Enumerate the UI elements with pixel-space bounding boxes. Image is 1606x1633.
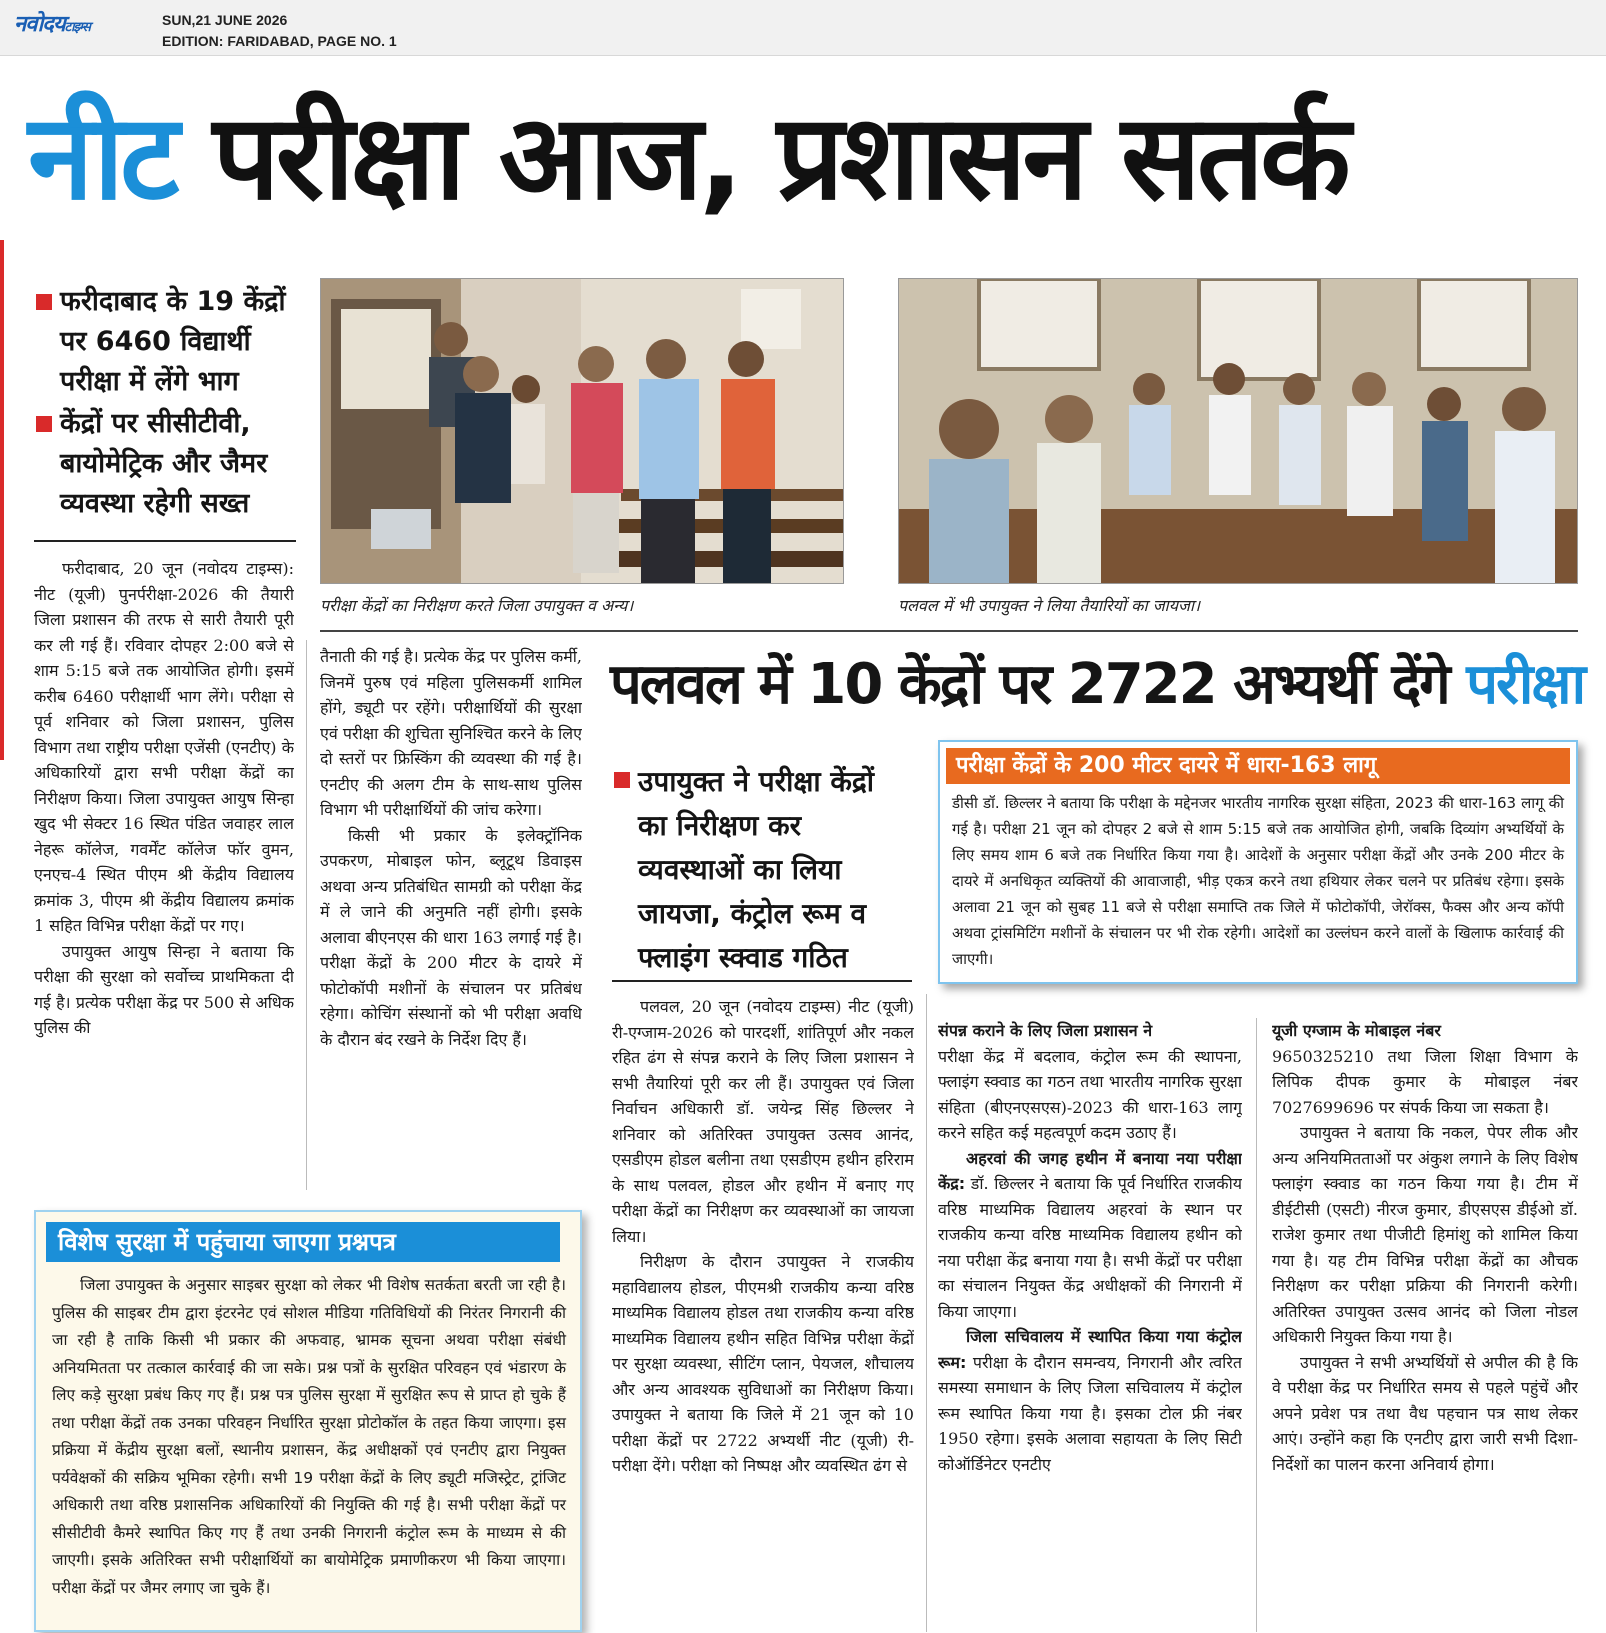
story2-headline-blue: परीक्षा [1466,652,1585,717]
section163-box-title: परीक्षा केंद्रों के 200 मीटर दायरे में धारा-163 लागू [946,748,1570,784]
subhead-body: डॉ. छिल्लर ने बताया कि पूर्व निर्धारित राजकीय वरिष्ठ माध्यमिक विद्यालय अहरवां के स्थान पर राजकीय कन्या वरिष्ठ माध्यमिक विद्यालय हथीन को नया परीक्षा केंद्र बनाया गया है। सभी केंद्रों पर परीक्षा का संचालन नियुक्त केंद्र अधीक्षकों की निगरानी में किया जाएगा। [938,1174,1242,1321]
security-box-title: विशेष सुरक्षा में पहुंचाया जाएगा प्रश्नपत्र [46,1222,560,1262]
bullet-text: उपायुक्त ने परीक्षा केंद्रों का निरीक्षण कर व्यवस्थाओं का लिया जायजा, कंट्रोल रूम व फ्लाइंग स्क्वाड गठित [638,765,875,974]
red-square-icon [36,294,52,310]
subhead-title: अहरवां की जगह हथीन में बनाया नया परीक्षा केंद्र: [938,1148,1242,1193]
edition-info: EDITION: FARIDABAD, PAGE NO. 1 [162,33,397,49]
section163-box [938,740,1578,984]
column-divider [1256,1018,1257,1632]
paragraph: 9650325210 तथा जिला शिक्षा विभाग के लिपिक दीपक कुमार के मोबाइल नंबर 7027699696 पर संपर्क किया जा सकता है। [1272,1046,1578,1117]
story2-column-3 [1272,1018,1578,1632]
lead-text: यूजी एग्जाम के मोबाइल नंबर [1272,1021,1441,1040]
paragraph: फरीदाबाद, 20 जून (नवोदय टाइम्स): नीट (यूजी) पुनर्परीक्षा-2026 की तैयारी जिला प्रशासन की तरफ से सारी तैयारी पूरी कर ली गई हैं। रविवार दोपहर 2:00 बजे से शाम 5:15 बजे तक आयोजित होगी। इसमें करीब 6460 परीक्षार्थी भाग लेंगे। परीक्षा से पूर्व शनिवार को जिला प्रशासन, पुलिस विभाग तथा राष्ट्रीय परीक्षा एजेंसी (एनटीए) के अधिकारियों द्वारा सभी परीक्षा केंद्रों का निरीक्षण किया। जिला उपायुक्त आयुष सिन्हा खुद भी सेक्टर 16 स्थित पंडित जवाहर लाल नेहरू कॉलेज, गवर्मेंट कॉलेज फॉर वुमन, एनएच-4 स्थित पीएम श्री केंद्रीय विद्यालय क्रमांक 3, पीएम श्री केंद्रीय विद्यालय क्रमांक 1 सहित विभिन्न परीक्षा केंद्रों पर गए। [34,559,294,935]
red-square-icon [614,772,630,788]
subhead-paragraph [938,1324,1242,1477]
paragraph: उपायुक्त ने बताया कि नकल, पेपर लीक और अन्य अनियमितताओं पर अंकुश लगाने के लिए विशेष फ्लाइंग स्क्वाड का गठन किया गया है। टीम में डीईटीसी (एसटी) नीरज कुमार, डीएसएस डीईओ डॉ. राजेश कुमार तथा पीजीटी हिमांशु को शामिल किया गया है। यह टीम विभिन्न परीक्षा केंद्रों का औचक निरीक्षण कर परीक्षा प्रक्रिया की निगरानी करेगी। अतिरिक्त उपायुक्त उत्सव आनंद को जिला नोडल अधिकारी नियुक्त किया गया है। [1272,1123,1578,1346]
newspaper-logo[interactable] [14,8,90,38]
bullet-text: फरीदाबाद के 19 केंद्रों पर 6460 विद्यार्थी परीक्षा में लेंगे भाग [60,286,286,397]
dateline [162,10,397,52]
logo-sub: टाइम्स [64,20,90,35]
lead-text: संपन्न कराने के लिए जिला प्रशासन ने [938,1021,1153,1040]
logo-main: नवोदय [14,12,65,37]
column-divider [306,640,307,1190]
story2-column-1 [612,994,914,1632]
main-headline [28,82,1578,232]
bullet-item [34,404,296,524]
paragraph: परीक्षा केंद्र में बदलाव, कंट्रोल रूम की स्थापना, फ्लाइंग स्क्वाड का गठन तथा भारतीय नागरिक सुरक्षा संहिता (बीएनएसएस)-2023 की धारा-163 लागू करने सहित कई महत्वपूर्ण कदम उठाए हैं। [938,1046,1242,1142]
story2-headline [610,650,1585,720]
headline-rest: परीक्षा आज, प्रशासन सतर्क [175,88,1347,226]
red-square-icon [36,416,52,432]
security-box [34,1210,582,1632]
paragraph: उपायुक्त आयुष सिन्हा ने बताया कि परीक्षा की सुरक्षा को सर्वोच्च प्राथमिकता दी गई है। प्रत्येक परीक्षा केंद्र पर 500 से अधिक पुलिस की [34,941,294,1037]
paragraph: उपायुक्त ने सभी अभ्यर्थियों से अपील की है कि वे परीक्षा केंद्र पर निर्धारित समय से पहले पहुंचें और अपने प्रवेश पत्र तथा वैध पहचान पत्र साथ लेकर आएं। उन्होंने कहा कि एनटीए द्वारा जारी सभी दिशा-निर्देशों का पालन करना अनिवार्य होगा। [1272,1352,1578,1474]
paragraph: किसी भी प्रकार के इलेक्ट्रॉनिक उपकरण, मोबाइल फोन, ब्लूटूथ डिवाइस अथवा अन्य प्रतिबंधित सामग्री को परीक्षा केंद्र में ले जाने की अनुमति नहीं होगी। इसके अलावा बीएनएस की धारा 163 लगाई गई है। परीक्षा केंद्रों के 200 मीटर के दायरे में फोटोकॉपी मशीनों के संचालन पर प्रतिबंध रहेगा। कोचिंग संस्थानों को भी परीक्षा अवधि के दौरान बंद रखने के निर्देश दिए हैं। [320,825,582,1049]
headline-blue-part: नीट [28,88,176,226]
story1-column-2 [320,644,582,1190]
subhead-title: जिला सचिवालय में स्थापित किया गया कंट्रोल रूम: [938,1327,1242,1372]
bullet-item [612,760,912,980]
security-box-body [52,1272,566,1602]
story2-column-2 [938,1018,1242,1632]
subhead-body: परीक्षा के दौरान समन्वय, निगरानी और त्वरित समस्या समाधान के लिए जिला सचिवालय में कंट्रोल रूम स्थापित किया गया है। इसका टोल फ्री नंबर 1950 रहेगा। इसके अलावा सहायता के लिए सिटी कोऑर्डिनेटर एनटीए [938,1352,1242,1474]
paragraph: जिला उपायुक्त के अनुसार साइबर सुरक्षा को लेकर भी विशेष सतर्कता बरती जा रही है। पुलिस की साइबर टीम द्वारा इंटरनेट एवं सोशल मीडिया गतिविधियों की निरंतर निगरानी की जा रही है ताकि किसी भी प्रकार की अफवाह, भ्रामक सूचना अथवा परीक्षा संबंधी अनियमितता पर तत्काल कार्रवाई की जा सके। प्रश्न पत्रों के सुरक्षित परिवहन एवं भंडारण के लिए कड़े सुरक्षा प्रबंध किए गए हैं। प्रश्न पत्र पुलिस सुरक्षा में सुरक्षित रूप से प्राप्त हो चुके हैं तथा परीक्षा केंद्रों तक उनका परिवहन निर्धारित सुरक्षा प्रोटोकॉल के तहत किया जाएगा। इस प्रक्रिया में केंद्रीय सुरक्षा बलों, स्थानीय प्रशासन, केंद्र अधीक्षकों एवं एनटीए द्वारा नियुक्त पर्यवेक्षकों की सक्रिय भूमिका रहेगी। सभी 19 परीक्षा केंद्रों के लिए ड्यूटी मजिस्ट्रेट, ट्रांजिट अधिकारी तथा वरिष्ठ प्रशासनिक अधिकारियों की नियुक्ति की गई है। सभी परीक्षा केंद्रों पर सीसीटीवी कैमरे स्थापित किए गए हैं तथा उनकी निगरानी कंट्रोल रूम के माध्यम से की जाएगी। इसके अतिरिक्त सभी परीक्षार्थियों का बायोमेट्रिक प्रमाणीकरण भी किया जाएगा। परीक्षा केंद्रों पर जैमर लगाए जा चुके हैं। [52,1276,566,1597]
bullet-divider [34,540,296,542]
story2-bullets [612,760,912,982]
paragraph-lead [938,1018,1242,1044]
paragraph: पलवल, 20 जून (नवोदय टाइम्स) नीट (यूजी) री-एग्जाम-2026 को पारदर्शी, शांतिपूर्ण और नकल रहित ढंग से संपन्न कराने के लिए जिला प्रशासन ने सभी तैयारियां पूरी कर ली हैं। उपायुक्त एवं जिला निर्वाचन अधिकारी डॉ. जयेन्द्र सिंह छिल्लर ने शनिवार को अतिरिक्त उपायुक्त उत्सव आनंद, एसडीएम होडल बलीना तथा एसडीएम हथीन हरिराम के साथ पलवल, होडल और हथीन में बनाए गए परीक्षा केंद्रों का निरीक्षण कर व्यवस्थाओं का जायजा लिया। [612,997,914,1246]
photo-caption: पलवल में भी उपायुक्त ने लिया तैयारियों का जायजा। [898,596,1201,615]
paragraph: निरीक्षण के दौरान उपायुक्त ने राजकीय महाविद्यालय होडल, पीएमश्री राजकीय कन्या वरिष्ठ माध्यमिक विद्यालय होडल तथा राजकीय कन्या वरिष्ठ माध्यमिक विद्यालय हथीन सहित विभिन्न परीक्षा केंद्रों पर सुरक्षा व्यवस्था, सीटिंग प्लान, पेयजल, शौचालय और अन्य आवश्यक सुविधाओं का निरीक्षण किया। उपायुक्त ने बताया कि जिले में 21 जून को 10 परीक्षा केंद्रों पर 2722 अभ्यर्थी नीट (यूजी) री-परीक्षा देंगे। परीक्षा को निष्पक्ष और व्यवस्थित ढंग से [612,1252,914,1475]
left-bullets [34,282,296,526]
paragraph: तैनाती की गई है। प्रत्येक केंद्र पर पुलिस कर्मी, जिनमें पुरुष एवं महिला पुलिसकर्मी शामिल होंगे, ड्यूटी पर रहेंगे। परीक्षार्थियों की सुरक्षा एवं परीक्षा की शुचिता सुनिश्चित करने के लिए दो स्तरों पर फ्रिस्किंग की व्यवस्था की गई है। एनटीए की अलग टीम के साथ-साथ पुलिस विभाग भी परीक्षार्थियों की जांच करेगा। [320,647,582,819]
photo-inspection [320,278,844,584]
bullet-divider [612,980,912,982]
photo-palwal [898,278,1578,584]
photo-caption: परीक्षा केंद्रों का निरीक्षण करते जिला उपायुक्त व अन्य। [320,596,634,615]
story2-headline-main: पलवल में 10 केंद्रों पर 2722 अभ्यर्थी देंगे [610,652,1467,717]
section163-box-body: डीसी डॉ. छिल्लर ने बताया कि परीक्षा के मद्देनजर भारतीय नागरिक सुरक्षा संहिता, 2023 की धारा-163 लागू की गई है। परीक्षा 21 जून को दोपहर 2 बजे से शाम 5:15 बजे तक आयोजित होगी, जबकि दिव्यांग अभ्यर्थियों के लिए समय शाम 6 बजे तक निर्धारित किया गया है। आदेशों के अनुसार परीक्षा केंद्रों और उनके 200 मीटर के दायरे में अनधिकृत व्यक्तियों की आवाजाही, भीड़ एकत्र करने तथा हथियार लेकर चलने पर प्रतिबंध रहेगा। इसके अलावा 21 जून को सुबह 11 बजे से परीक्षा समाप्ति तक जिले में फोटोकॉपी, जेरॉक्स, फैक्स और अन्य कॉपी अथवा ट्रांसमिटिंग मशीनों के संचालन पर भी रोक रहेगी। आदेशों का उल्लंघन करने वालों के खिलाफ कार्रवाई की जाएगी। [952,794,1564,968]
bullet-item [34,282,296,402]
issue-date: SUN,21 JUNE 2026 [162,12,288,28]
section-rule [320,630,1578,632]
story1-column-1 [34,556,294,1190]
bullet-text: केंद्रों पर सीसीटीवी, बायोमेट्रिक और जैमर व्यवस्था रहेगी सख्त [60,408,268,519]
left-red-bar [0,240,4,760]
column-divider [926,994,927,1632]
paragraph-lead [1272,1018,1578,1044]
subhead-paragraph [938,1146,1242,1325]
